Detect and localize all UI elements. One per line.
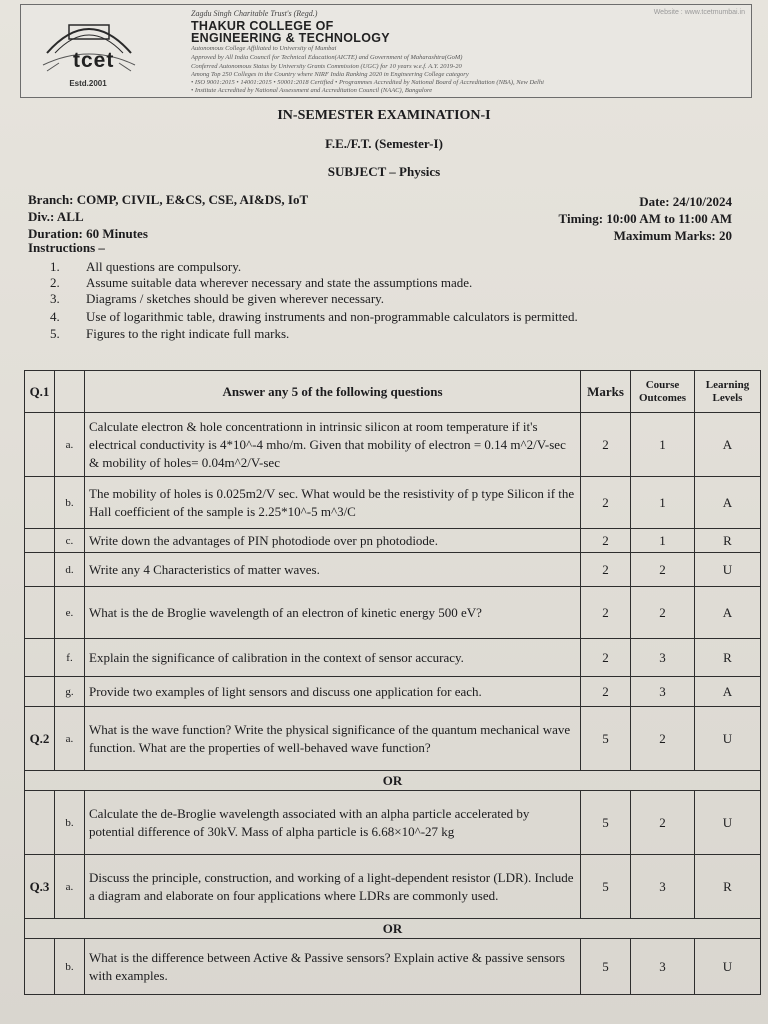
instruction-item xyxy=(50,259,241,275)
college-name-line1: THAKUR COLLEGE OF xyxy=(191,19,334,33)
sub-question-label: c. xyxy=(55,529,85,553)
division-info: Div.: ALL xyxy=(28,209,84,224)
course-outcome-cell: 3 xyxy=(631,677,695,707)
instruction-text: All questions are compulsory. xyxy=(86,259,242,274)
learning-level-cell: A xyxy=(695,587,761,639)
instruction-number: 2. xyxy=(50,275,60,290)
question-text: Explain the significance of calibration in the context of sensor accuracy. xyxy=(85,639,581,677)
sub-question-label: e. xyxy=(55,587,85,639)
question-text: Discuss the principle, construction, and working of a light-dependent resistor (LDR). Include a diagram and elaborate on four applications where LDRs are commonly used. xyxy=(85,855,581,919)
marks-cell: 2 xyxy=(581,677,631,707)
marks-cell: 2 xyxy=(581,639,631,677)
question-text: What is the wave function? Write the physical significance of the quantum mechanical wave function. What are the properties of well-behaved wave function? xyxy=(85,707,581,771)
course-outcome-cell: 2 xyxy=(631,553,695,587)
maximum-marks: Maximum Marks: 20 xyxy=(613,228,732,243)
sub-question-label: b. xyxy=(55,939,85,995)
instruction-text: Use of logarithmic table, drawing instruments and non-programmable calculators is permitted. xyxy=(86,309,578,324)
question-text: Calculate electron & hole concentrationn in intrinsic silicon at room temperature if it's electrical conductivity is 4*10^-4 mho/m. Given that mobility of electron = 0.14 m^2/V-sec & mobility of holes= 0.04m^2/V-sec xyxy=(85,413,581,477)
table-row xyxy=(25,707,761,771)
course-outcome-cell: 3 xyxy=(631,855,695,919)
college-logo xyxy=(27,11,149,93)
sub-question-label: b. xyxy=(55,791,85,855)
instruction-number: 4. xyxy=(50,309,60,324)
branch-info: Branch: COMP, CIVIL, E&CS, CSE, AI&DS, IoT xyxy=(28,192,309,207)
sub-question-label: f. xyxy=(55,639,85,677)
sub-question-column-header xyxy=(55,371,85,413)
question-number-cell xyxy=(25,477,55,529)
course-outcome-cell: 2 xyxy=(631,587,695,639)
table-row xyxy=(25,477,761,529)
question-number-cell xyxy=(25,413,55,477)
instruction-text: Assume suitable data wherever necessary and state the assumptions made. xyxy=(86,275,473,290)
established-year: Estd.2001 xyxy=(69,79,107,88)
marks-cell: 2 xyxy=(581,477,631,529)
course-outcome-cell: 2 xyxy=(631,707,695,771)
sub-question-label: g. xyxy=(55,677,85,707)
instruction-text: Diagrams / sketches should be given wherever necessary. xyxy=(86,291,385,306)
or-separator: OR xyxy=(25,771,761,791)
table-row xyxy=(25,791,761,855)
course-outcome-cell: 3 xyxy=(631,939,695,995)
question-column-header: Answer any 5 of the following questions xyxy=(85,371,581,413)
instruction-number: 3. xyxy=(50,291,60,306)
accreditation-line-4: Among Top 250 Colleges in the Country where NIRF India Ranking 2020 in Engineering College category xyxy=(191,71,469,78)
question-text: The mobility of holes is 0.025m2/V sec. What would be the resistivity of p type Silicon if the Hall coefficient of the sample is 2.25*10^-5 m^3/C xyxy=(85,477,581,529)
table-row xyxy=(25,529,761,553)
instruction-number: 5. xyxy=(50,326,60,341)
learning-level-cell: R xyxy=(695,855,761,919)
learning-level-cell: R xyxy=(695,639,761,677)
table-row xyxy=(25,587,761,639)
sub-question-label: a. xyxy=(55,855,85,919)
accreditation-line-5: • ISO 9001:2015 • 14001:2015 • 50001:2018 Certified • Programmes Accredited by National Board of Accreditation (NBA), New Delhi xyxy=(191,79,544,86)
instruction-item xyxy=(50,326,289,342)
course-outcomes-column-header: Course Outcomes xyxy=(631,371,695,413)
question-number-cell xyxy=(25,587,55,639)
learning-level-cell: R xyxy=(695,529,761,553)
subject-line: SUBJECT – Physics xyxy=(327,164,441,179)
marks-cell: 2 xyxy=(581,553,631,587)
course-outcome-cell: 1 xyxy=(631,477,695,529)
marks-column-header: Marks xyxy=(581,371,631,413)
marks-cell: 5 xyxy=(581,855,631,919)
table-header-row xyxy=(25,371,761,413)
accreditation-line-1: Autonomous College Affiliated to University of Mumbai xyxy=(191,45,337,52)
question-text: Provide two examples of light sensors and discuss one application for each. xyxy=(85,677,581,707)
question-text: Write down the advantages of PIN photodiode over pn photodiode. xyxy=(85,529,581,553)
college-name-line2: ENGINEERING & TECHNOLOGY xyxy=(191,31,390,45)
learning-level-cell: A xyxy=(695,677,761,707)
question-text: What is the difference between Active & Passive sensors? Explain active & passive sensors with examples. xyxy=(85,939,581,995)
course-outcome-cell: 1 xyxy=(631,529,695,553)
exam-date: Date: 24/10/2024 xyxy=(639,194,732,209)
learning-level-cell: A xyxy=(695,413,761,477)
or-row xyxy=(25,771,761,791)
course-line: F.E./F.T. (Semester-I) xyxy=(325,136,443,151)
question-text: Write any 4 Characteristics of matter waves. xyxy=(85,553,581,587)
instruction-item xyxy=(50,291,384,307)
question-number: Q.3 xyxy=(25,855,55,919)
website-label: Website : www.tcetmumbai.in xyxy=(653,9,745,16)
sub-question-label: d. xyxy=(55,553,85,587)
instruction-item xyxy=(50,309,578,325)
question-number-cell xyxy=(25,677,55,707)
learning-levels-column-header: Learning Levels xyxy=(695,371,761,413)
or-separator: OR xyxy=(25,919,761,939)
instruction-number: 1. xyxy=(50,259,60,274)
marks-cell: 2 xyxy=(581,413,631,477)
question-number: Q.1 xyxy=(25,371,55,413)
duration-info: Duration: 60 Minutes xyxy=(28,226,148,241)
question-number-cell xyxy=(25,791,55,855)
college-name xyxy=(191,20,390,44)
marks-cell: 5 xyxy=(581,791,631,855)
learning-level-cell: U xyxy=(695,707,761,771)
college-letterhead xyxy=(20,4,752,98)
sub-question-label: b. xyxy=(55,477,85,529)
learning-level-cell: U xyxy=(695,939,761,995)
learning-level-cell: U xyxy=(695,791,761,855)
marks-cell: 2 xyxy=(581,529,631,553)
course-outcome-cell: 1 xyxy=(631,413,695,477)
learning-level-cell: U xyxy=(695,553,761,587)
accreditation-line-3: Conferred Autonomous Status by University Grants Commission (UGC) for 10 years w.e.f. A.Y. 2019-20 xyxy=(191,63,462,70)
marks-cell: 2 xyxy=(581,587,631,639)
learning-level-cell: A xyxy=(695,477,761,529)
question-number-cell xyxy=(25,529,55,553)
table-row xyxy=(25,855,761,919)
course-outcome-cell: 2 xyxy=(631,791,695,855)
table-row xyxy=(25,553,761,587)
trust-name: Zagdu Singh Charitable Trust's (Regd.) xyxy=(191,9,318,18)
table-row xyxy=(25,939,761,995)
instruction-text: Figures to the right indicate full marks. xyxy=(86,326,290,341)
question-number-cell xyxy=(25,939,55,995)
marks-cell: 5 xyxy=(581,939,631,995)
question-text: Calculate the de-Broglie wavelength associated with an alpha particle accelerated by potential difference of 30kV. Mass of alpha particle is 6.68×10^-27 kg xyxy=(85,791,581,855)
table-row xyxy=(25,677,761,707)
logo-text: tcet xyxy=(73,49,115,72)
sub-question-label: a. xyxy=(55,413,85,477)
accreditation-line-6: • Institute Accredited by National Assessment and Accreditation Council (NAAC), Bangalore xyxy=(191,87,433,94)
instruction-item xyxy=(50,275,472,291)
exam-timing: Timing: 10:00 AM to 11:00 AM xyxy=(558,211,732,226)
exam-title: IN-SEMESTER EXAMINATION-I xyxy=(277,108,491,123)
instructions-heading: Instructions – xyxy=(28,240,105,255)
marks-cell: 5 xyxy=(581,707,631,771)
table-row xyxy=(25,639,761,677)
table-row xyxy=(25,413,761,477)
or-row xyxy=(25,919,761,939)
accreditation-line-2: Approved by All India Council for Technical Education(AICTE) and Government of Maharashtra(GoM) xyxy=(191,54,463,61)
question-number: Q.2 xyxy=(25,707,55,771)
course-outcome-cell: 3 xyxy=(631,639,695,677)
question-number-cell xyxy=(25,553,55,587)
question-number-cell xyxy=(25,639,55,677)
question-text: What is the de Broglie wavelength of an electron of kinetic energy 500 eV? xyxy=(85,587,581,639)
sub-question-label: a. xyxy=(55,707,85,771)
question-table xyxy=(24,370,761,995)
